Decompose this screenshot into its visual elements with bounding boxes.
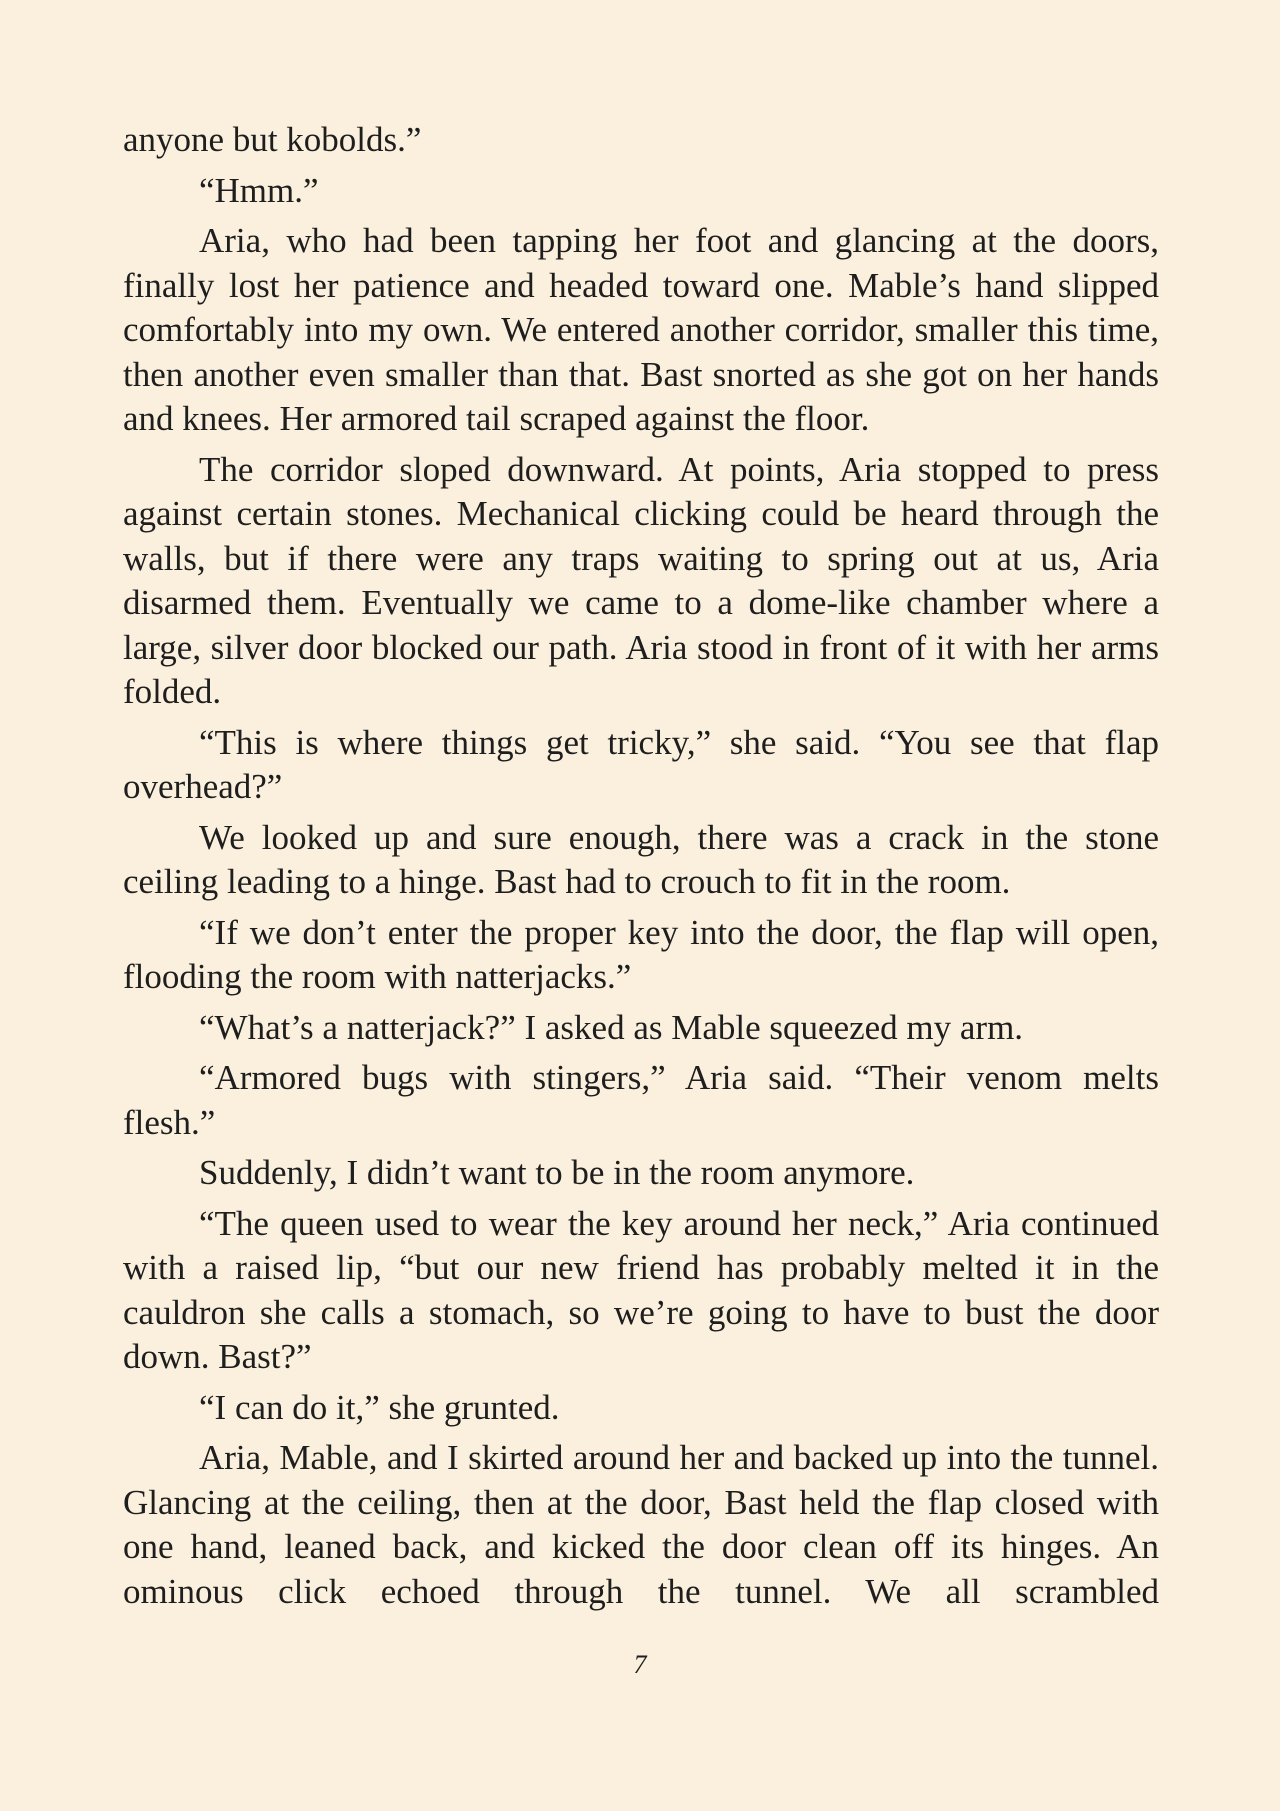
paragraph: The corridor sloped downward. At points, Aria stopped to press against certain stones. Mechanical clicking could be heard through the walls, but if there were any traps waiting to spring out at us, Aria disarmed them. Eventually we came to a dome-like chamber where a large, silver door blocked our path. Aria stood in front of it with her arms folded.	[123, 449, 1159, 711]
paragraph: We looked up and sure enough, there was a crack in the stone ceiling leading to a hinge. Bast had to crouch to fit in the room.	[123, 817, 1159, 901]
paragraph: “This is where things get tricky,” she said. “You see that flap overhead?”	[123, 722, 1159, 806]
paragraph: Aria, Mable, and I skirted around her and backed up into the tunnel. Glancing at the ceiling, then at the door, Bast held the flap closed with one hand, leaned back, and kicked the door clean off its hinges. An ominous click echoed through the tunnel. We all scrambled	[123, 1438, 1159, 1611]
paragraph: “The queen used to wear the key around her neck,” Aria continued with a raised lip, “but our new friend has probably melted it in the cauldron she calls a stomach, so we’re going to have to bust the door down. Bast?”	[123, 1203, 1159, 1376]
paragraph: “If we don’t enter the proper key into the door, the flap will open, flooding the room with natterjacks.”	[123, 912, 1159, 996]
paragraph: Suddenly, I didn’t want to be in the room anymore.	[199, 1153, 915, 1192]
paragraph: “Armored bugs with stingers,” Aria said. “Their venom melts flesh.”	[123, 1058, 1159, 1142]
paragraph: anyone but kobolds.”	[123, 120, 422, 159]
page-number: 7	[633, 1650, 647, 1679]
page-body	[123, 118, 1159, 1614]
paragraph: “Hmm.”	[199, 170, 319, 210]
paragraph: “What’s a natterjack?” I asked as Mable squeezed my arm.	[199, 1007, 1024, 1047]
paragraph: “I can do it,” she grunted.	[199, 1387, 560, 1427]
paragraph: Aria, who had been tapping her foot and glancing at the doors, finally lost her patience and headed toward one. Mable’s hand slipped comfortably into my own. We entered another corridor, smaller this time, then another even smaller than that. Bast snorted as she got on her hands and knees. Her armored tail scraped against the floor.	[123, 221, 1159, 438]
